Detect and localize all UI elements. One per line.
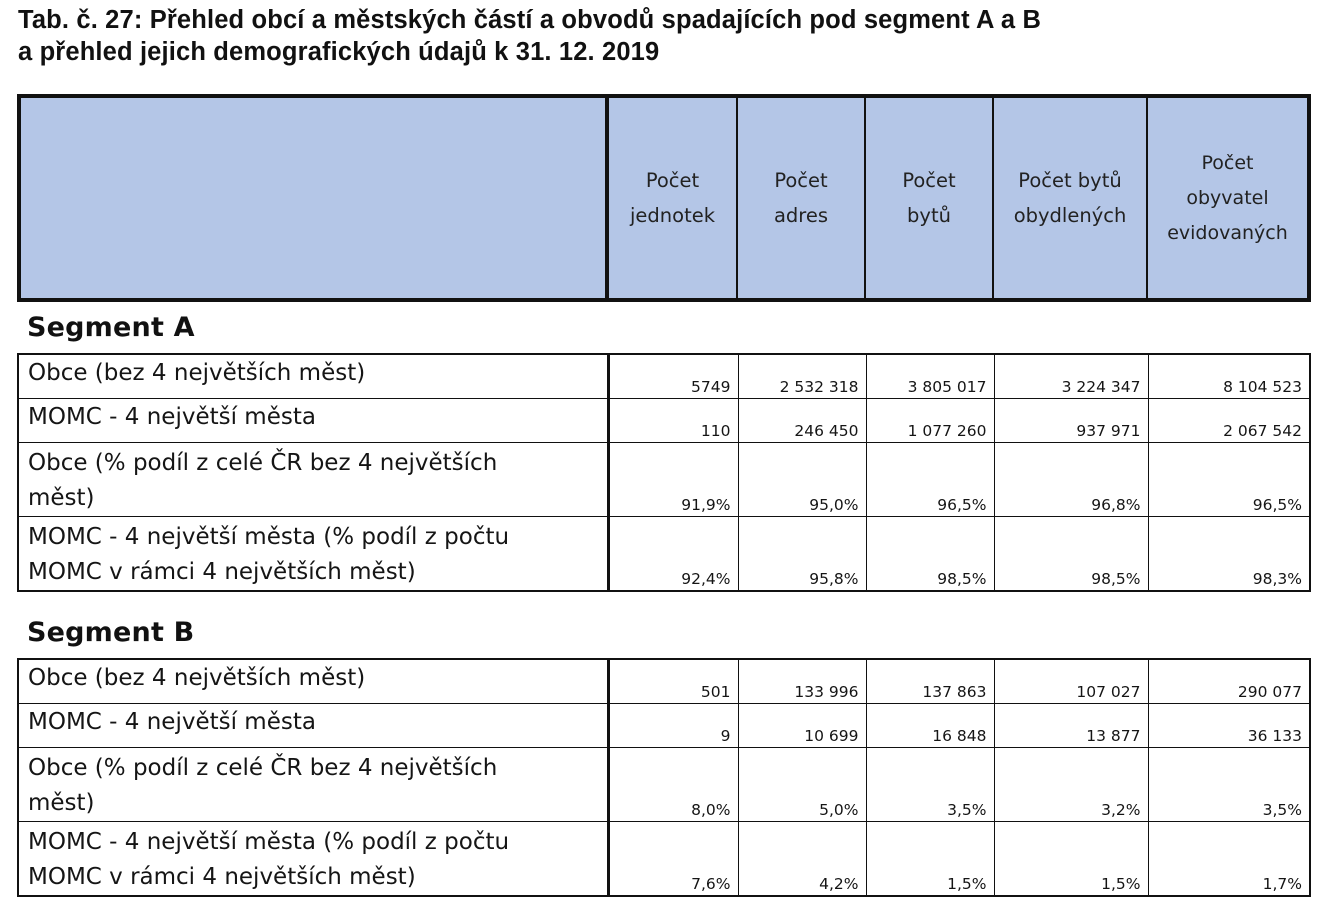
row-label (18, 748, 608, 822)
row-label: MOMC - 4 největší města (18, 704, 608, 748)
value-cell: 1,5% (994, 822, 1148, 897)
table-row (18, 748, 1310, 822)
table-row (18, 704, 1310, 748)
value-cell: 13 877 (994, 704, 1148, 748)
value-cell: 110 (608, 399, 738, 443)
value-cell: 3 805 017 (866, 354, 994, 399)
row-label-line: MOMC - 4 největší města (% podíl z počtu (28, 524, 510, 550)
row-label (18, 443, 608, 517)
value-cell: 4,2% (738, 822, 866, 897)
value-cell: 96,8% (994, 443, 1148, 517)
header-line: Počet (645, 169, 700, 192)
row-label: MOMC - 4 největší města (18, 399, 608, 443)
value-cell: 95,0% (738, 443, 866, 517)
value-cell: 5,0% (738, 748, 866, 822)
header-pocet-adres (737, 96, 865, 300)
table-caption-line-1: Tab. č. 27: Přehled obcí a městských částí a obvodů spadajících pod segment A a B (18, 6, 1042, 34)
header-line: obydlených (1013, 204, 1127, 227)
header-line: Počet (774, 169, 828, 192)
value-cell: 137 863 (866, 659, 994, 704)
segment-a-table (17, 353, 1311, 592)
header-pocet-obyvatel-evidovanych (1147, 96, 1309, 300)
value-cell: 98,5% (866, 517, 994, 592)
table-row (18, 443, 1310, 517)
value-cell: 36 133 (1148, 704, 1310, 748)
table-row (18, 399, 1310, 443)
value-cell: 501 (608, 659, 738, 704)
value-cell: 107 027 (994, 659, 1148, 704)
table-caption-line-2: a přehled jejich demografických údajů k 31. 12. 2019 (18, 38, 660, 66)
value-cell: 937 971 (994, 399, 1148, 443)
header-pocet-bytu-obydlenych (993, 96, 1147, 300)
value-cell: 5749 (608, 354, 738, 399)
value-cell: 10 699 (738, 704, 866, 748)
row-label-line: MOMC v rámci 4 největších měst) (28, 559, 416, 585)
header-line: Počet (902, 169, 956, 192)
value-cell: 290 077 (1148, 659, 1310, 704)
value-cell: 246 450 (738, 399, 866, 443)
segment-a-title: Segment A (27, 312, 195, 343)
header-line: bytů (907, 204, 951, 227)
value-cell: 91,9% (608, 443, 738, 517)
value-cell: 2 532 318 (738, 354, 866, 399)
value-cell: 16 848 (866, 704, 994, 748)
value-cell: 96,5% (1148, 443, 1310, 517)
value-cell: 3,5% (1148, 748, 1310, 822)
column-header-row (19, 96, 1309, 300)
table-row (18, 822, 1310, 897)
value-cell: 96,5% (866, 443, 994, 517)
value-cell: 133 996 (738, 659, 866, 704)
header-empty-cell (19, 96, 607, 300)
value-cell: 3,5% (866, 748, 994, 822)
value-cell: 1,5% (866, 822, 994, 897)
value-cell: 3 224 347 (994, 354, 1148, 399)
value-cell: 7,6% (608, 822, 738, 897)
value-cell: 8,0% (608, 748, 738, 822)
header-line: evidovaných (1167, 221, 1288, 244)
row-label-line: měst) (28, 790, 95, 816)
table-caption (18, 4, 1328, 68)
value-cell: 3,2% (994, 748, 1148, 822)
row-label-line: měst) (28, 485, 95, 511)
table-row (18, 517, 1310, 592)
row-label: Obce (bez 4 největších měst) (18, 354, 608, 399)
column-header-table (17, 94, 1311, 302)
table-row (18, 659, 1310, 704)
value-cell: 1 077 260 (866, 399, 994, 443)
row-label-line: Obce (% podíl z celé ČR bez 4 největších (28, 755, 498, 781)
table-row (18, 354, 1310, 399)
value-cell: 95,8% (738, 517, 866, 592)
header-pocet-jednotek (607, 96, 737, 300)
row-label (18, 517, 608, 592)
row-label: Obce (bez 4 největších měst) (18, 659, 608, 704)
value-cell: 9 (608, 704, 738, 748)
segment-b-table (17, 658, 1311, 897)
row-label-line: MOMC - 4 největší města (% podíl z počtu (28, 829, 510, 855)
header-line: adres (773, 204, 829, 227)
header-line: Počet bytů (1018, 169, 1122, 192)
header-pocet-bytu (865, 96, 993, 300)
value-cell: 2 067 542 (1148, 399, 1310, 443)
row-label-line: Obce (% podíl z celé ČR bez 4 největších (28, 450, 498, 476)
header-line: obyvatel (1186, 186, 1269, 209)
row-label-line: MOMC v rámci 4 největších měst) (28, 864, 416, 890)
value-cell: 92,4% (608, 517, 738, 592)
value-cell: 98,3% (1148, 517, 1310, 592)
segment-b-title: Segment B (27, 617, 195, 648)
row-label (18, 822, 608, 897)
header-line: jednotek (629, 204, 716, 227)
value-cell: 1,7% (1148, 822, 1310, 897)
header-line: Počet (1201, 151, 1254, 174)
value-cell: 8 104 523 (1148, 354, 1310, 399)
value-cell: 98,5% (994, 517, 1148, 592)
